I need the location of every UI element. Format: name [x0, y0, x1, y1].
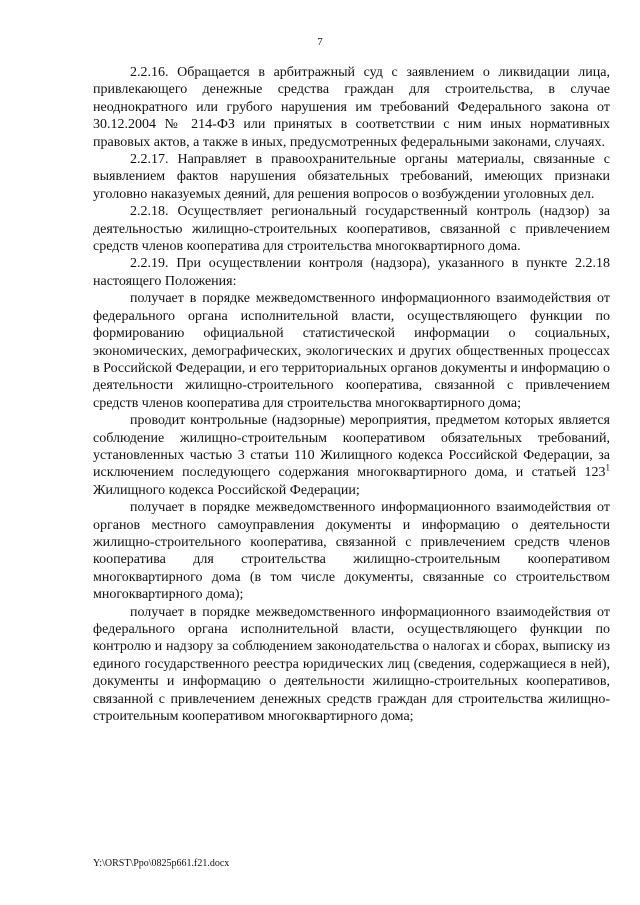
paragraph-control-measures: [93, 412, 610, 499]
paragraph-statistics-info: получает в порядке межведомственного информационного взаимодействия от федерального органа исполнительной власти, осуществляющего функции по формированию официальной статистической информации о социальных, экономических, демографических, экологических и других общественных процессах в Российской Федерации, и его территориальных органов документы и информацию о деятельности жилищно-строительного кооператива, связанной с привлечением средств членов кооператива для строительства многоквартирного дома;: [93, 291, 610, 411]
paragraph-2-2-19: 2.2.19. При осуществлении контроля (надзора), указанного в пункте 2.2.18 настоящего Положения:: [93, 256, 610, 289]
article-superscript: 1: [605, 462, 610, 473]
paragraph-2-2-16: 2.2.16. Обращается в арбитражный суд с заявлением о ликвидации лица, привлекающего денежные средства граждан для строительства, в случае неоднократного или грубого нарушения им требований Федерального закона от 30.12.2004 № 214-ФЗ или принятых в соответствии с ним иных нормативных правовых актов, а также в иных, предусмотренных федеральными законами, случаях.: [93, 65, 610, 150]
paragraph-local-government-info: получает в порядке межведомственного информационного взаимодействия от органов местного самоуправления документы и информацию о деятельности жилищно-строительного кооператива, связанной с привлечением средств членов кооператива для строительства жилищно-строительным кооперативом многоквартирного дома (в том числе документы, связанные со строительством многоквартирного дома);: [93, 500, 610, 603]
page-number: 7: [317, 36, 323, 48]
paragraph-2-2-17: 2.2.17. Направляет в правоохранительные органы материалы, связанные с выявлением фактов нарушения обязательных требований, имеющих признаки уголовно наказуемых деяний, для решения вопросов о возбуждении уголовных дел.: [93, 152, 610, 202]
control-measures-text: проводит контрольные (надзорные) мероприятия, предметом которых является соблюдение жилищно-строительным кооперативом обязательных требований, установленных частью 3 статьи 110 Жилищного кодекса Российской Федерации, за исключением последующего содержания многоквартирного дома, и статьей 123: [93, 413, 610, 481]
paragraph-2-2-18: 2.2.18. Осуществляет региональный государственный контроль (надзор) за деятельностью жилищно-строительных кооперативов, связанной с привлечением средств членов кооператива для строительства многоквартирного дома.: [93, 204, 610, 255]
control-measures-text-end: Жилищного кодекса Российской Федерации;: [93, 482, 360, 498]
document-body: [93, 64, 610, 725]
paragraph-tax-authority-info: получает в порядке межведомственного информационного взаимодействия от федерального органа исполнительной власти, осуществляющего функции по контролю и надзору за соблюдением законодательства о налогах и сборах, выписку из единого государственного реестра юридических лиц (сведения, содержащиеся в ней), документы и информацию о деятельности жилищно-строительных кооперативов, связанной с привлечением денежных средств граждан для строительства жилищно-строительным кооперативом многоквартирного дома;: [93, 604, 610, 725]
footer-file-path: Y:\ORST\Ppo\0825p661.f21.docx: [93, 858, 230, 869]
